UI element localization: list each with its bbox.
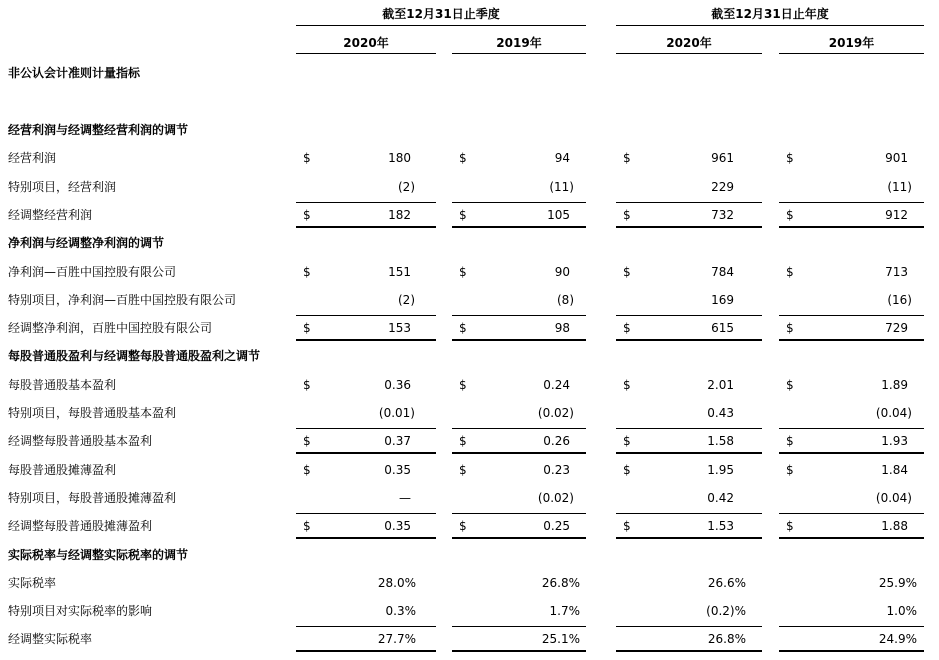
cell-value: 1.53: [707, 519, 734, 533]
row-label: 经调整实际税率: [8, 632, 93, 646]
cell-value: 1.93: [881, 434, 908, 448]
cell-value: 98: [554, 321, 570, 335]
cell-value: 1.58: [707, 434, 734, 448]
total-rule: [452, 339, 586, 341]
cell-value: (0.02): [537, 491, 574, 505]
cell-value: 105: [547, 208, 570, 222]
cell-value: 0.35: [384, 519, 411, 533]
cell-value: 1.95: [707, 463, 734, 477]
table-title: 非公认会计准则计量指标: [8, 66, 141, 80]
total-rule: [616, 452, 762, 454]
row-label: 经调整经营利润: [8, 208, 93, 222]
cell-value: 729: [885, 321, 908, 335]
cell-value: 0.3%: [385, 604, 416, 618]
currency-symbol: $: [623, 519, 631, 533]
section-heading: 经营利润与经调整经营利润的调节: [8, 123, 189, 137]
currency-symbol: $: [459, 265, 467, 279]
col-y2020-rule: [616, 53, 762, 54]
cell-value: 25.9%: [878, 576, 917, 590]
subtotal-rule: [296, 428, 436, 429]
total-rule: [616, 226, 762, 228]
subtotal-rule: [296, 202, 436, 203]
cell-value: 615: [711, 321, 734, 335]
cell-value: 94: [554, 151, 570, 165]
col-y2020: 2020年: [666, 36, 712, 50]
cell-value: 1.0%: [886, 604, 917, 618]
subtotal-rule: [452, 626, 586, 627]
total-rule: [779, 537, 924, 539]
subtotal-rule: [452, 428, 586, 429]
col-q2019: 2019年: [496, 36, 542, 50]
currency-symbol: $: [623, 463, 631, 477]
subtotal-rule: [779, 513, 924, 514]
cell-value: 26.8%: [541, 576, 580, 590]
cell-value: (11): [887, 180, 912, 194]
currency-symbol: $: [459, 151, 467, 165]
header-quarter: 截至12月31日止季度: [382, 7, 500, 21]
total-rule: [616, 339, 762, 341]
cell-value: 1.88: [881, 519, 908, 533]
currency-symbol: $: [303, 434, 311, 448]
cell-value: 27.7%: [377, 632, 416, 646]
cell-value: (16): [887, 293, 912, 307]
cell-value: (2): [398, 293, 415, 307]
currency-symbol: $: [303, 321, 311, 335]
subtotal-rule: [779, 428, 924, 429]
cell-value: 90: [554, 265, 570, 279]
cell-value: 713: [885, 265, 908, 279]
cell-value: 912: [885, 208, 908, 222]
cell-value: 732: [711, 208, 734, 222]
cell-value: 24.9%: [878, 632, 917, 646]
cell-value: (8): [557, 293, 574, 307]
col-y2019: 2019年: [828, 36, 875, 50]
header-year-rule: [616, 25, 924, 26]
currency-symbol: $: [786, 519, 794, 533]
cell-value: 169: [711, 293, 734, 307]
row-label: 特别项目对实际税率的影响: [8, 604, 153, 618]
currency-symbol: $: [623, 378, 631, 392]
cell-value: (0.2)%: [706, 604, 746, 618]
cell-value: 0.37: [384, 434, 411, 448]
cell-value: 151: [388, 265, 411, 279]
cell-value: 1.89: [881, 378, 908, 392]
cell-value: 0.23: [543, 463, 570, 477]
cell-value: (0.04): [875, 491, 912, 505]
cell-value: (2): [398, 180, 415, 194]
col-q2020: 2020年: [343, 36, 389, 50]
row-label: 经调整净利润，百胜中国控股有限公司: [8, 321, 213, 335]
cell-value: 0.42: [707, 491, 734, 505]
cell-value: 1.84: [881, 463, 908, 477]
row-label: 特别项目，每股普通股摊薄盈利: [8, 491, 177, 505]
section-heading: 净利润与经调整净利润的调节: [8, 236, 165, 250]
total-rule: [779, 339, 924, 341]
cell-value: 180: [388, 151, 411, 165]
currency-symbol: $: [623, 321, 631, 335]
cell-value: 153: [388, 321, 411, 335]
currency-symbol: $: [786, 434, 794, 448]
cell-value: 0.26: [543, 434, 570, 448]
currency-symbol: $: [303, 519, 311, 533]
cell-value: 26.8%: [707, 632, 746, 646]
section-heading: 每股普通股盈利与经调整每股普通股盈利之调节: [8, 349, 261, 363]
subtotal-rule: [616, 428, 762, 429]
total-rule: [779, 226, 924, 228]
currency-symbol: $: [459, 434, 467, 448]
currency-symbol: $: [459, 378, 467, 392]
subtotal-rule: [296, 626, 436, 627]
cell-value: 0.25: [543, 519, 570, 533]
currency-symbol: $: [786, 321, 794, 335]
currency-symbol: $: [303, 151, 311, 165]
currency-symbol: $: [786, 265, 794, 279]
subtotal-rule: [296, 315, 436, 316]
currency-symbol: $: [623, 265, 631, 279]
cell-value: 28.0%: [377, 576, 416, 590]
cell-value: 0.43: [707, 406, 734, 420]
row-label: 经调整每股普通股基本盈利: [8, 434, 153, 448]
total-rule: [779, 452, 924, 454]
subtotal-rule: [616, 513, 762, 514]
total-rule: [296, 650, 436, 652]
cell-value: 901: [885, 151, 908, 165]
currency-symbol: $: [623, 434, 631, 448]
row-label: 每股普通股基本盈利: [8, 378, 117, 392]
cell-value: 1.7%: [549, 604, 580, 618]
subtotal-rule: [616, 626, 762, 627]
subtotal-rule: [452, 513, 586, 514]
col-q2019-rule: [452, 53, 586, 54]
currency-symbol: $: [623, 151, 631, 165]
subtotal-rule: [779, 626, 924, 627]
currency-symbol: $: [786, 463, 794, 477]
cell-value: 25.1%: [541, 632, 580, 646]
subtotal-rule: [779, 202, 924, 203]
row-label: 经营利润: [8, 151, 57, 165]
total-rule: [452, 537, 586, 539]
cell-value: 0.36: [384, 378, 411, 392]
header-quarter-rule: [296, 25, 586, 26]
subtotal-rule: [616, 202, 762, 203]
subtotal-rule: [452, 315, 586, 316]
total-rule: [296, 226, 436, 228]
total-rule: [296, 339, 436, 341]
total-rule: [616, 537, 762, 539]
row-label: 每股普通股摊薄盈利: [8, 463, 117, 477]
currency-symbol: $: [459, 208, 467, 222]
currency-symbol: $: [459, 463, 467, 477]
cell-value: 0.24: [543, 378, 570, 392]
currency-symbol: $: [303, 463, 311, 477]
total-rule: [296, 452, 436, 454]
cell-value: (0.02): [537, 406, 574, 420]
total-rule: [452, 650, 586, 652]
row-label: 净利润—百胜中国控股有限公司: [8, 265, 177, 279]
cell-value: 961: [711, 151, 734, 165]
currency-symbol: $: [459, 519, 467, 533]
cell-value: 229: [711, 180, 734, 194]
cell-value: —: [399, 491, 411, 505]
currency-symbol: $: [303, 378, 311, 392]
total-rule: [779, 650, 924, 652]
cell-value: 2.01: [707, 378, 734, 392]
currency-symbol: $: [303, 208, 311, 222]
cell-value: (0.01): [378, 406, 415, 420]
header-year: 截至12月31日止年度: [711, 7, 829, 21]
row-label: 特别项目，经营利润: [8, 180, 117, 194]
total-rule: [296, 537, 436, 539]
col-q2020-rule: [296, 53, 436, 54]
cell-value: 784: [711, 265, 734, 279]
currency-symbol: $: [459, 321, 467, 335]
cell-value: 26.6%: [707, 576, 746, 590]
cell-value: 182: [388, 208, 411, 222]
row-label: 经调整每股普通股摊薄盈利: [8, 519, 153, 533]
cell-value: (11): [549, 180, 574, 194]
section-heading: 实际税率与经调整实际税率的调节: [8, 548, 189, 562]
total-rule: [616, 650, 762, 652]
subtotal-rule: [452, 202, 586, 203]
currency-symbol: $: [623, 208, 631, 222]
total-rule: [452, 452, 586, 454]
subtotal-rule: [616, 315, 762, 316]
cell-value: (0.04): [875, 406, 912, 420]
row-label: 特别项目，每股普通股基本盈利: [8, 406, 177, 420]
currency-symbol: $: [303, 265, 311, 279]
currency-symbol: $: [786, 208, 794, 222]
row-label: 特别项目，净利润—百胜中国控股有限公司: [8, 293, 237, 307]
col-y2019-rule: [779, 53, 924, 54]
total-rule: [452, 226, 586, 228]
row-label: 实际税率: [8, 576, 57, 590]
subtotal-rule: [296, 513, 436, 514]
subtotal-rule: [779, 315, 924, 316]
cell-value: 0.35: [384, 463, 411, 477]
currency-symbol: $: [786, 151, 794, 165]
currency-symbol: $: [786, 378, 794, 392]
